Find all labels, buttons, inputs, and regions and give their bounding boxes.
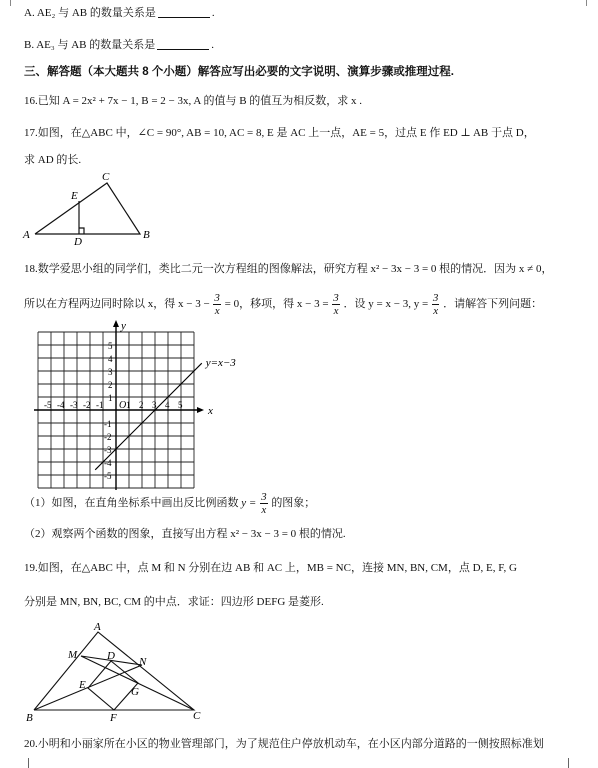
question-19-line2: 分别是 MN, BN, BC, CM 的中点．求证：四边形 DEFG 是菱形. [24,596,324,608]
x-axis-label: x [208,405,213,417]
label-b: B [143,229,150,241]
x-tick-label: 3 [152,400,157,410]
x-tick-label: 2 [139,400,144,410]
label-a: A [23,229,30,241]
margin-mark [10,0,11,6]
y-axis-arrow [113,320,119,327]
x-tick-label: -2 [83,400,91,410]
label-e: E [71,190,78,202]
question-17-line1: 17.如图，在△ABC 中，∠C = 90°, AB = 10, AC = 8, E 是 AC 上一点，AE = 5，过点 E 作 ED ⊥ AB 于点 D， [24,127,535,139]
triangle-figure-19 [22,620,217,730]
question-17-line2: 求 AD 的长. [24,154,82,166]
y-tick-label: 4 [108,354,113,364]
fraction-3-over-x: $\frac{3}{x}$ [333,291,339,317]
x-tick-label: -4 [57,400,65,410]
coordinate-grid-18 [28,318,238,490]
q14-option-b: B. AE₃ 与 AB 的数量关系是 . [24,39,215,51]
label-m: M [68,649,78,661]
x-tick-label: 4 [165,400,170,410]
y-tick-label: -1 [104,419,112,429]
fraction-3-over-x: $\frac{3}{x}$ [261,490,267,516]
y-tick-label: 3 [108,367,113,377]
question-16: 16.已知 A = 2x² + 7x − 1, B = 2 − 3x, A 的值与 B 的值互为相反数，求 x . [24,95,363,107]
triangle-abc [35,183,140,234]
x-tick-label: -3 [70,400,78,410]
x-tick-label: -5 [44,400,52,410]
x-axis-arrow [197,407,204,413]
y-tick-label: -4 [104,458,112,468]
section-title: 三、解答题（本大题共 8 个小题）解答应写出必要的文字说明、演算步骤或推理过程. [24,66,454,78]
label-c: C [193,710,201,722]
question-18-line2: 所以在方程两边同时除以 x，得 x − 3 − $\frac{3}{x}$ = 0，移项，得 x − 3 = $\frac{3}{x}$ ．设 y = x − 3, y = $\frac{3}{x}$ ．请解答下列问题： [24,291,543,317]
label-e: E [79,679,86,691]
label-c: C [102,171,110,183]
margin-mark [28,758,29,768]
y-tick-label: 5 [108,341,113,351]
margin-mark [568,758,569,768]
origin-label: O [119,400,127,411]
question-18-part2: （2）观察两个函数的图象，直接写出方程 x² − 3x − 3 = 0 根的情况. [24,528,346,540]
question-19-line1: 19.如图，在△ABC 中，点 M 和 N 分别在边 AB 和 AC 上，MB = NC，连接 MN, BN, CM，点 D, E, F, G [24,562,517,574]
label-n: N [139,656,147,668]
question-20: 20.小明和小丽家所在小区的物业管理部门，为了规范住户停放机动车，在小区内部分道路的一侧按照标准划 [24,738,544,750]
x-tick-label: 1 [126,400,131,410]
question-18-line1: 18.数学爱思小组的同学们，类比二元一次方程组的图像解法，研究方程 x² − 3x − 3 = 0 根的情况．因为 x ≠ 0， [24,263,553,275]
y-tick-label: -2 [104,432,112,442]
margin-mark [586,0,587,6]
fraction-3-over-x: $\frac{3}{x}$ [432,291,439,317]
label-b: B [26,712,33,724]
fraction-3-over-x: $\frac{3}{x}$ [214,291,220,317]
triangle-figure-17 [20,170,160,245]
label-d: D [74,236,82,245]
x-tick-label: 5 [178,400,183,410]
right-angle-mark [79,228,84,234]
y-tick-label: 1 [108,393,113,403]
y-tick-label: -5 [104,471,112,481]
question-18-part1: （1）如图，在直角坐标系中画出反比例函数 y = $\frac{3}{x}$ 的图象； [24,490,316,516]
label-d: D [107,650,115,662]
label-f: F [110,712,117,724]
line-label: y=x−3 [205,356,236,369]
y-tick-label: 2 [108,380,113,390]
label-g: G [131,686,139,698]
x-tick-label: -1 [96,400,104,410]
q14-option-a: A. AE₂ 与 AB 的数量关系是 . [24,7,215,19]
y-tick-label: -3 [104,445,112,455]
y-axis-label: y [121,320,126,332]
label-a: A [94,621,101,633]
